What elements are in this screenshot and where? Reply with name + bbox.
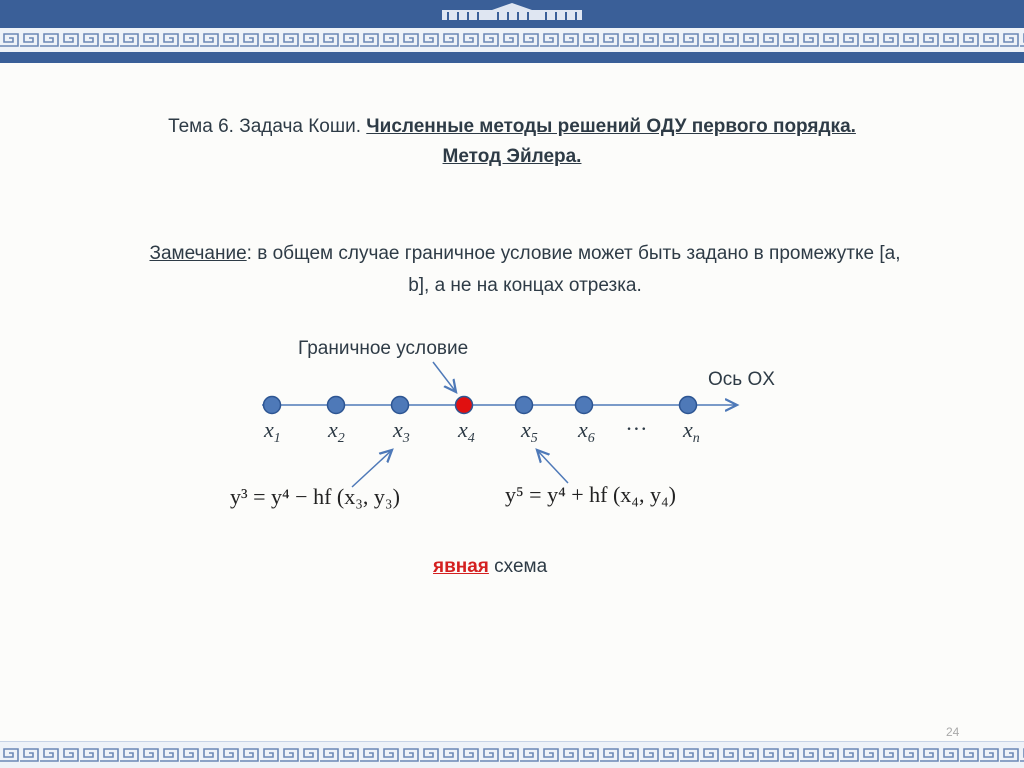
axis-label-x4: $x_4$ xyxy=(458,417,475,446)
boundary-condition-label: Граничное условие xyxy=(298,338,469,359)
axis-ox-label: Ось OX xyxy=(708,369,775,390)
footer-band xyxy=(0,741,1024,768)
axis-node-1 xyxy=(264,397,281,414)
title-prefix: Тема 6. Задача Коши. xyxy=(168,116,367,137)
title-bold: Численные методы решений ОДУ первого порядка. Метод Эйлера. xyxy=(366,116,856,167)
remark-text: : в общем случае граничное условие может быть задано в промежутке [a, b], а не на концах отрезка. xyxy=(246,243,901,296)
axis-label-x6: $x_6$ xyxy=(578,417,595,446)
axis-label-x5: $x_5$ xyxy=(521,417,538,446)
axis-node-2 xyxy=(328,397,345,414)
scheme-red-word: явная xyxy=(433,556,489,577)
axis-label-x3: $x_3$ xyxy=(393,417,410,446)
scheme-rest: схема xyxy=(488,556,548,577)
formula-right: y⁵ = y⁴ + hf (x₄, y₄) xyxy=(505,482,676,507)
axis-label-x2: $x_2$ xyxy=(328,417,345,446)
axis-node-n xyxy=(680,397,697,414)
axis-node-5 xyxy=(516,397,533,414)
axis-label-x1: $x_1$ xyxy=(264,417,281,446)
scheme-label xyxy=(433,556,547,578)
boundary-arrow xyxy=(433,362,456,392)
formula-left: y³ = y⁴ − hf (x₃, y₃) xyxy=(230,484,400,509)
remark-label: Замечание xyxy=(149,243,247,264)
page-number: 24 xyxy=(946,725,960,739)
footer-meander-icon xyxy=(0,746,1024,764)
axis-node-3 xyxy=(392,397,409,414)
formula-left-arrow xyxy=(352,450,392,487)
axis-node-4 xyxy=(456,397,473,414)
formula-right-arrow xyxy=(537,450,568,483)
ellipsis-label: … xyxy=(627,410,647,435)
axis-label-xn: $x_n$ xyxy=(683,417,700,446)
axis-node-6 xyxy=(576,397,593,414)
